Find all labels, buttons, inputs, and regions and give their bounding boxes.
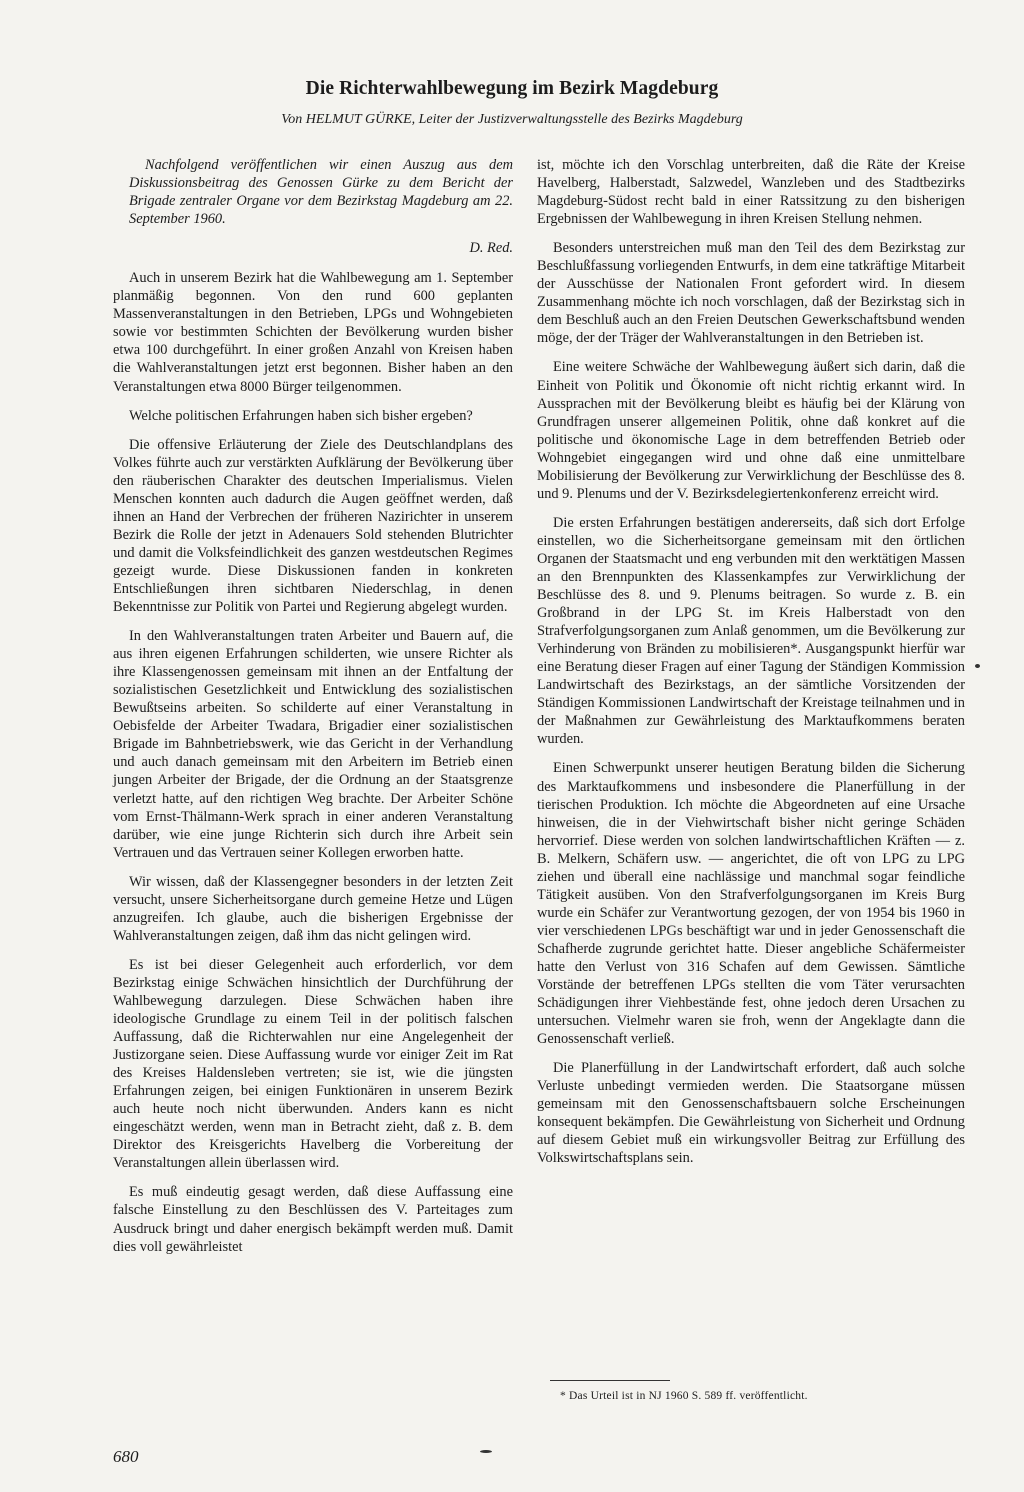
paragraph: Es muß eindeutig gesagt werden, daß diese Auffassung eine falsche Einstellung zu den Beschlüssen des V. Parteitages zum Ausdruck bringt und daher energisch bekämpft werden muß. Damit dies voll gewährleistet: [113, 1184, 513, 1255]
page-number: 680: [113, 1447, 139, 1466]
footnote: * Das Urteil ist in NJ 1960 S. 589 ff. veröffentlicht.: [560, 1390, 808, 1402]
paragraph: ist, möchte ich den Vorschlag unterbreiten, daß die Räte der Kreise Havelberg, Halberstadt, Salzwedel, Wanzleben und des Stadtbezirks Magdeburg-Südost recht bald in einer Ratssitzung zu den bisherigen Ergebnissen der Wahlbewegung in ihren Kreisen Stellung nehmen.: [537, 157, 965, 228]
editorial-note: [113, 156, 513, 257]
paragraph: Wir wissen, daß der Klassengegner besonders in der letzten Zeit versucht, unsere Sicherheitsorgane durch gemeine Hetze und Lügen anzugreifen. Ich glaube, auch die bisherigen Ergebnisse der Wahlveranstaltungen zeigen, daß ihm das nicht gelingen wird.: [113, 873, 513, 944]
right-column: [537, 156, 965, 1178]
article-title: Die Richterwahlbewegung im Bezirk Magdeburg: [305, 78, 719, 99]
paragraph: Eine weitere Schwäche der Wahlbewegung äußert sich darin, daß die Einheit von Politik und Ökonomie oft nicht richtig erkannt wird. In Aussprachen mit der Bevölkerung bleibt es häufig bei der Klärung von Grundfragen unserer allgemeinen Politik, ohne daß konkret auf die politische und ökonomische Lage in dem betreffenden Betrieb oder Wohngebiet eingegangen wird und ohne daß eine unmittelbare Mobilisierung der Bevölkerung zur Verwirklichung der Beschlüsse des 8. und 9. Plenums und der V. Bezirksdelegiertenkonferenz erreicht wird.: [537, 359, 965, 502]
print-speck: [480, 1450, 492, 1453]
paragraph: In den Wahlveranstaltungen traten Arbeiter und Bauern auf, die aus ihren eigenen Erfahrungen schilderten, wie unsere Richter als ihre Klassengenossen gemeinsam mit ihnen an der Entfaltung der sozialistischen Gesetzlichkeit und Entwicklung des sozialistischen Bewußtseins arbeiten. So schilderte auf einer Veranstaltung in Oebisfelde der Arbeiter Twadara, Brigadier einer sozialistischen Brigade im Bahnbetriebswerk, wie das Gericht in der Verhandlung und auch danach gemeinsam mit den Arbeitern im Betrieb einen jungen Arbeiter der Brigade, der die Ordnung an der Staatsgrenze verletzt hatte, auf den richtigen Weg brachte. Der Arbeiter Schöne vom Ernst-Thälmann-Werk sprach in einer anderen Veranstaltung darüber, wie eine junge Richterin sich durch ihre Arbeit sein Vertrauen und das Vertrauen seiner Kollegen erworben hatte.: [113, 628, 513, 861]
paragraph: Die ersten Erfahrungen bestätigen andererseits, daß sich dort Erfolge einstellen, wo die Sicherheitsorgane gemeinsam mit den örtlichen Organen der Staatsmacht und eng verbunden mit den werktätigen Massen an den Brennpunkten des Klassenkampfes zur Verwirklichung der Beschlüsse des 8. und 9. Plenums beitragen. So wurde z. B. ein Großbrand in der LPG St. im Kreis Halberstadt von den Strafverfolgungsorganen zum Anlaß genommen, um die Bevölkerung zur Verhinderung von Bränden zu mobilisieren*. Ausgangspunkt hierfür war eine Beratung dieser Fragen auf einer Tagung der Ständigen Kommission Landwirtschaft des Bezirkstags, an der sämtliche Vorsitzenden der Ständigen Kommissionen Landwirtschaft der Kreistage teilnahmen und in der Maßnahmen zur Gewährleistung des Marktaufkommens beraten wurden.: [537, 514, 965, 748]
paragraph: Es ist bei dieser Gelegenheit auch erforderlich, vor dem Bezirkstag einige Schwächen hinsichtlich der Durchführung der Wahlbewegung darzulegen. Diese Schwächen haben ihre ideologische Grundlage zu einem Teil in der politisch falschen Auffassung, daß die Richterwahlen nur eine Angelegenheit der Justizorgane seien. Diese Auffassung wurde vor einiger Zeit im Rat des Kreises Haldensleben vertreten; sie ist, wie die jüngsten Erfahrungen zeigen, bei einigen Funktionären in unserem Bezirk auch heute noch nicht überwunden. Anders kann es nicht eingeschätzt werden, wenn man in Betracht zieht, daß z. B. dem Direktor des Kreisgerichts Havelberg die Vorbereitung der Veranstaltungen allein überlassen wird.: [113, 956, 513, 1172]
left-column: [113, 156, 513, 1267]
editorial-note-text: Nachfolgend veröffentlichen wir einen Auszug aus dem Diskussionsbeitrag des Genossen Gürke zu dem Bericht der Brigade zentraler Organe vor dem Bezirkstag Magdeburg am 22. September 1960.: [129, 157, 513, 228]
paragraph: Welche politischen Erfahrungen haben sich bisher ergeben?: [129, 407, 473, 424]
paragraph: Einen Schwerpunkt unserer heutigen Beratung bilden die Sicherung des Marktaufkommens und insbesondere die Planerfüllung in der tierischen Produktion. Ich möchte die Abgeordneten auf eine Ursache hinweisen, die in der Viehwirtschaft bisher nicht geringe Schäden hervorrief. Diese werden von solchen landwirtschaftlichen Kräften — z. B. Melkern, Schäfern usw. — angerichtet, die oft von LPG zu LPG ziehen und überall eine nachlässige und manchmal sogar feindliche Tätigkeit ausüben. Von den Strafverfolgungsorganen im Kreis Burg wurde ein Schäfer zur Verantwortung gezogen, der von 1954 bis 1960 in vier verschiedenen LPGs beschäftigt war und in jeder Genossenschaft die Schafherde zugrunde gerichtet hatte. Dieser angebliche Schäfermeister hatte den Verlust von 316 Schafen auf dem Gewissen. Sämtliche Vorstände der betreffenen LPGs stellten die vom Täter verursachten Schädigungen ihrer Viehbestände fest, ohne jedoch deren Ursachen zu untersuchen. Vielmehr waren sie froh, wenn der Angeklagte dann die Genossenschaft verließ.: [537, 760, 965, 1048]
editorial-signature: D. Red.: [469, 240, 513, 257]
paragraph: Auch in unserem Bezirk hat die Wahlbewegung am 1. September planmäßig begonnen. Von den rund 600 geplanten Massenveranstaltungen in den Betrieben, LPGs und Wohngebieten sowie vor bestimmten Schichten der Bevölkerung wurden bisher etwa 100 durchgeführt. In einer großen Anzahl von Kreisen haben die Wahlveranstaltungen jetzt erst begonnen. Bisher haben an den Veranstaltungen etwa 8000 Bürger teilgenommen.: [113, 270, 513, 395]
paragraph: Die offensive Erläuterung der Ziele des Deutschlandplans des Volkes führte auch zur verstärkten Aufklärung der Bevölkerung über den räuberischen Charakter des deutschen Imperialismus. Vielen Menschen konnten auch dadurch die Augen geöffnet werden, daß ihnen an Hand der Verbrechen der früheren Nazirichter in unserem Bezirk die Rolle der jetzt in Adenauers Sold stehenden Blutrichter und damit die Volksfeindlichkeit des ganzen westdeutschen Regimes gezeigt wurde. Diese Diskussionen fanden in konkreten Entschließungen ihren sichtbaren Niederschlag, in denen Bekenntnisse zur Politik von Partei und Regierung abgelegt wurden.: [113, 436, 513, 616]
paragraph: Besonders unterstreichen muß man den Teil des dem Bezirkstag zur Beschlußfassung vorliegenden Entwurfs, in dem eine tatkräftige Mitarbeit der Ausschüsse der Nationalen Front gefordert wird. In diesem Zusammenhang möchte ich noch vorschlagen, daß der Bezirkstag sich in dem Beschluß auch an den Freien Deutschen Gewerkschaftsbund wenden möge, der der Träger der Wahlveranstaltungen in den Betrieben ist.: [537, 240, 965, 347]
footnote-divider: [550, 1380, 670, 1381]
paragraph: Die Planerfüllung in der Landwirtschaft erfordert, daß auch solche Verluste unbedingt vermieden werden. Die Staatsorgane müssen gemeinsam mit den Genossenschaftsbauern solche Erscheinungen konsequent bekämpfen. Die Gewährleistung von Sicherheit und Ordnung auf diesem Gebiet muß ein wirkungsvoller Beitrag zur Erfüllung des Volkswirtschaftsplans sein.: [537, 1060, 965, 1167]
print-speck: [975, 664, 980, 668]
article-byline: Von HELMUT GÜRKE, Leiter der Justizverwaltungsstelle des Bezirks Magdeburg: [281, 112, 743, 127]
